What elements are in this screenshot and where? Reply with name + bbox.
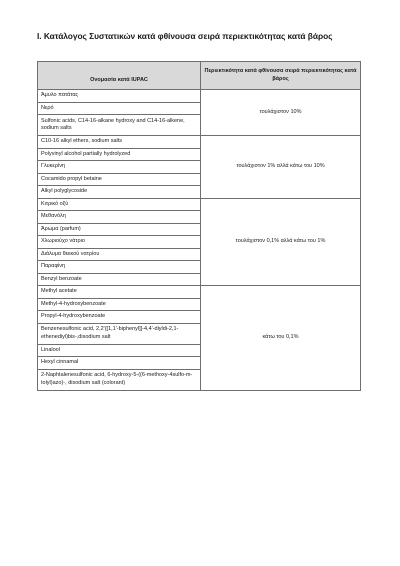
ingredients-table	[37, 61, 361, 391]
ingredient-name-cell: Παραφίνη	[38, 261, 201, 274]
column-header-concentration: Περιεκτικότητα κατά φθίνουσα σειρά περιεκτικότητας κατά βάρος	[201, 62, 361, 90]
ingredient-name-cell: Άμυλο πατάτας	[38, 90, 201, 103]
ingredient-name-cell: Benzenesulfonic acid, 2,2'([1,1'-biphenyl]]-4,4'-diyldi-2,1-ethenediyl)bis-,disodium salt	[38, 323, 201, 344]
table-row	[38, 198, 361, 211]
table-row	[38, 286, 361, 299]
ingredient-name-cell: Hexyl cinnamal	[38, 357, 201, 370]
ingredient-name-cell: Άρωμα (parfum)	[38, 223, 201, 236]
table-header-row	[38, 62, 361, 90]
table-body	[38, 90, 361, 391]
ingredient-name-cell: Νερό	[38, 102, 201, 115]
ingredient-name-cell: Propyl-4-hydroxybenzoate	[38, 311, 201, 324]
ingredient-name-cell: C10-16 alkyl ethers, sodium salts	[38, 136, 201, 149]
table-row	[38, 90, 361, 103]
ingredient-name-cell: Διάλυμα θειικού νατρίου	[38, 248, 201, 261]
concentration-range-cell: τουλάχιστον 1% αλλά κάτω του 10%	[201, 136, 361, 199]
ingredient-name-cell: 2-Naphtalenesulfonic acid, 6-hydroxy-5-((6-methoxy-4sulfo-m-tolyl)azo)-, disodium salt (colorant)	[38, 369, 201, 390]
ingredient-name-cell: Κιτρικό οξύ	[38, 198, 201, 211]
concentration-range-cell: τουλάχιστον 10%	[201, 90, 361, 136]
ingredient-name-cell: Methyl-4-hydroxybenzoate	[38, 298, 201, 311]
table-row	[38, 136, 361, 149]
concentration-range-cell: κάτω του 0,1%	[201, 286, 361, 391]
ingredient-name-cell: Γλυκερίνη	[38, 161, 201, 174]
concentration-range-cell: τουλάχιστον 0,1% αλλά κάτω του 1%	[201, 198, 361, 286]
ingredient-name-cell: Benzyl benzoate	[38, 273, 201, 286]
document-title: I. Κατάλογος Συστατικών κατά φθίνουσα σειρά περιεκτικότητας κατά βάρος	[37, 31, 333, 41]
ingredient-name-cell: Alkyl polyglycoside	[38, 186, 201, 199]
column-header-name: Ονομασία κατά IUPAC	[38, 62, 201, 90]
ingredient-name-cell: Cocamido propyl betaine	[38, 173, 201, 186]
ingredient-name-cell: Polyvinyl alcohol partially hydrolyzed	[38, 148, 201, 161]
ingredient-name-cell: Linalool	[38, 344, 201, 357]
ingredient-name-cell: Χλωριούχο νάτριο	[38, 236, 201, 249]
ingredient-name-cell: Μεθανόλη	[38, 211, 201, 224]
ingredient-name-cell: Methyl acetate	[38, 286, 201, 299]
ingredient-name-cell: Sulfonic acids, C14-16-alkane hydroxy and C14-16-alkene, sodium salts	[38, 115, 201, 136]
